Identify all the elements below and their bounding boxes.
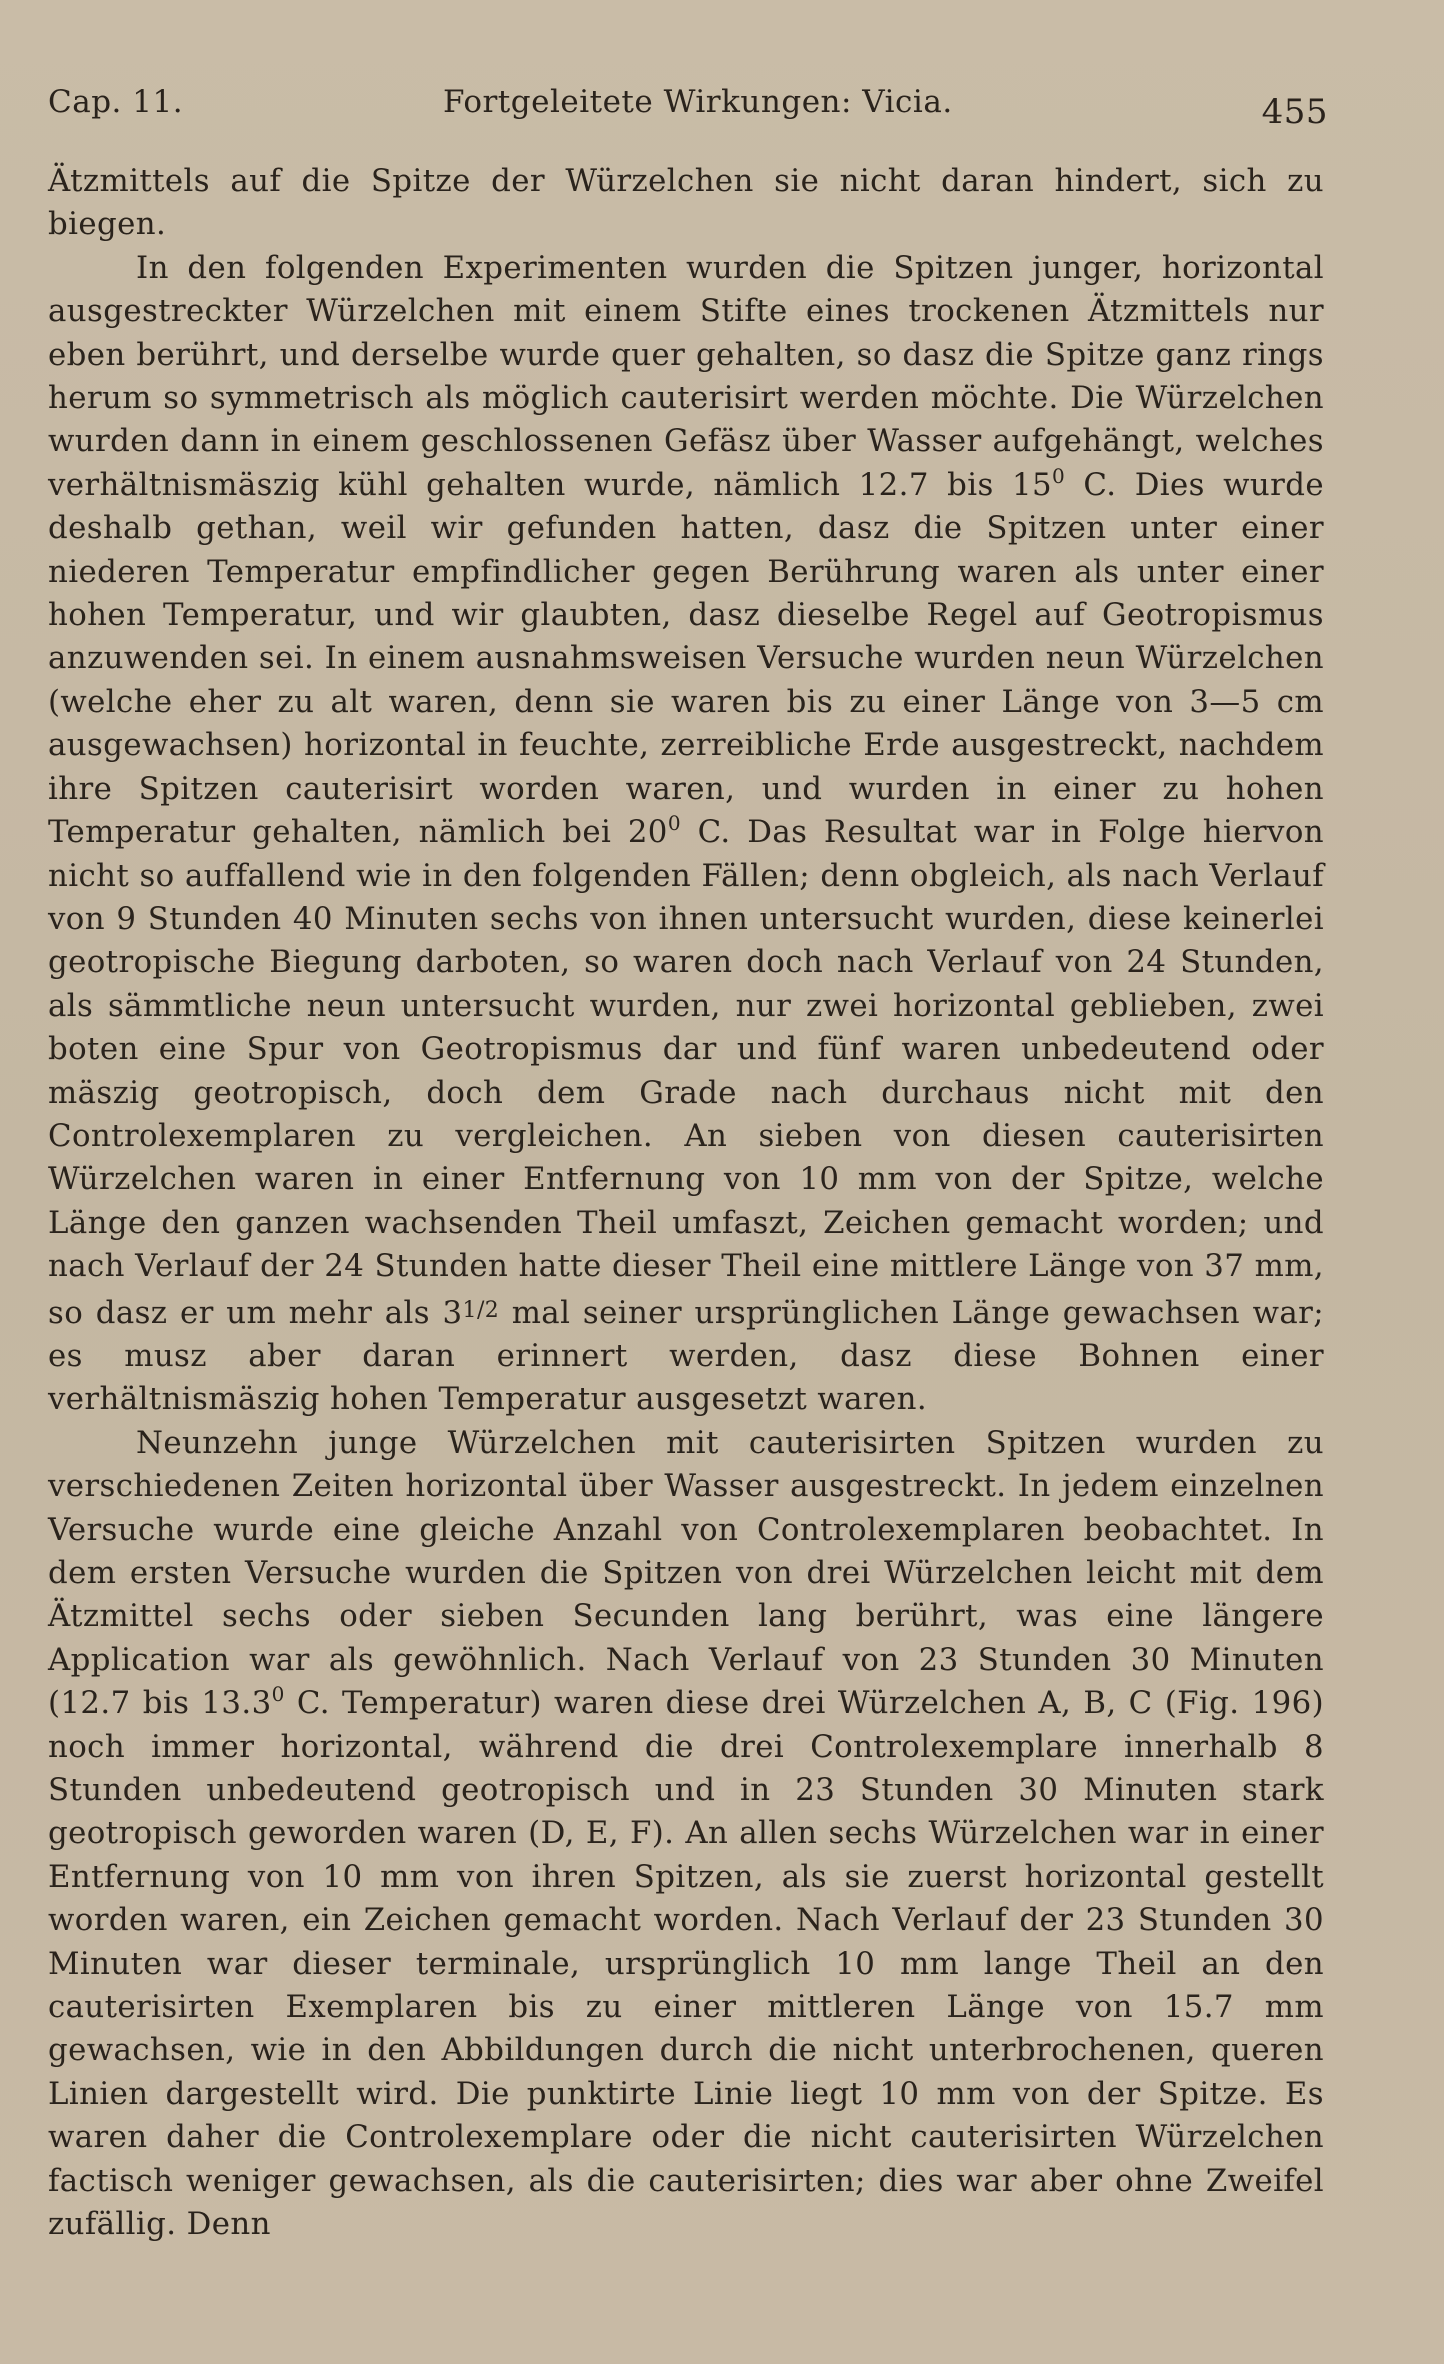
- fraction: 1/2: [462, 1297, 500, 1323]
- running-title: Fortgeleitete Wirkungen: Vicia.: [443, 84, 953, 120]
- paragraph-text: C. Temperatur) waren diese drei Würzelchen A, B, C (Fig. 196) noch immer horizontal, während die drei Controlexemplare innerhalb 8 Stunden unbedeutend geotropisch und in 23 Stunden 30 Minuten stark geotropisch geworden waren (D, E, F). An allen sechs Würzelchen war in einer Entfernung von 10 mm von ihren Spitzen, als sie zuerst horizontal gestellt worden waren, ein Zeichen gemacht worden. Nach Verlauf der 23 Stunden 30 Minuten war dieser terminale, ursprünglich 10 mm lange Theil an den cauterisirten Exemplaren bis zu einer mittleren Länge von 15.7 mm gewachsen, wie in den Abbildungen durch die nicht unterbrochenen, queren Linien dargestellt wird. Die punktirte Linie liegt 10 mm von der Spitze. Es waren daher die Controlexemplare oder die nicht cauterisirten Würzelchen factisch weniger gewachsen, als die cauterisirten; dies war aber ohne Zweifel zufällig. Denn: [48, 1685, 1324, 2243]
- paragraph-text: C. Dies wurde deshalb gethan, weil wir gefunden hatten, dasz die Spitzen unter einer niederen Temperatur empfindlicher gegen Berührung waren als unter einer hohen Temperatur, und wir glaubten, dasz dieselbe Regel auf Geotropismus anzuwenden sei. In einem ausnahmsweisen Versuche wurden neun Würzelchen (welche eher zu alt waren, denn sie waren bis zu einer Länge von 3—5 cm ausgewachsen) horizontal in feuchte, zerreibliche Erde ausgestreckt, nachdem ihre Spitzen cauterisirt worden waren, und wurden in einer zu hohen Temperatur gehalten, nämlich bei 20: [48, 466, 1325, 851]
- degree-mark: 0: [271, 1682, 285, 1707]
- paragraph-text: mal seiner ursprünglichen Länge gewachsen war; es musz aber daran erinnert werden, dasz diese Bohnen einer verhältnismäszig hohen Temperatur ausgesetzt waren.: [48, 1294, 1324, 1418]
- paragraph-text: In den folgenden Experimenten wurden die Spitzen junger, horizontal ausgestreckter Würzelchen mit einem Stifte eines trockenen Ätzmittels nur eben berührt, und derselbe wurde quer gehalten, so dasz die Spitze ganz rings herum so symmetrisch als möglich cauterisirt werden möchte. Die Würzelchen wurden dann in einem geschlossenen Gefäsz über Wasser aufgehängt, welches verhältnismäszig kühl gehalten wurde, nämlich 12.7 bis 15: [48, 249, 1324, 503]
- paragraph-text: Neunzehn junge Würzelchen mit cauterisirten Spitzen wurden zu verschiedenen Zeiten horizontal über Wasser ausgestreckt. In jedem einzelnen Versuche wurde eine gleiche Anzahl von Controlexemplaren beobachtet. In dem ersten Versuche wurden die Spitzen von drei Würzelchen leicht mit dem Ätzmittel sechs oder sieben Secunden lang berührt, was eine längere Application war als gewöhnlich. Nach Verlauf von 23 Stunden 30 Minuten (12.7 bis 13.3: [48, 1424, 1324, 1722]
- degree-mark: 0: [1051, 463, 1066, 488]
- running-head: [48, 70, 1328, 140]
- body-text: [48, 160, 1324, 2247]
- chapter-label: Cap. 11.: [48, 84, 184, 120]
- paragraph-continued: [48, 160, 1324, 247]
- page-number: 455: [1261, 92, 1328, 132]
- degree-mark: 0: [667, 811, 681, 836]
- paragraph: [48, 247, 1324, 1422]
- paragraph: [48, 1422, 1324, 2247]
- paragraph-text: C. Das Resultat war in Folge hiervon nicht so auffallend wie in den folgenden Fällen; denn obgleich, als nach Verlauf von 9 Stunden 40 Minuten sechs von ihnen untersucht wurden, diese keinerlei geotropische Biegung darboten, so waren doch nach Verlauf von 24 Stunden, als sämmtliche neun untersucht wurden, nur zwei horizontal geblieben, zwei boten eine Spur von Geotropismus dar und fünf waren unbedeutend oder mäszig geotropisch, doch dem Grade nach durchaus nicht mit den Controlexemplaren zu vergleichen. An sieben von diesen cauterisirten Würzelchen waren in einer Entfernung von 10 mm von der Spitze, welche Länge den ganzen wachsenden Theil umfaszt, Zeichen gemacht worden; und nach Verlauf der 24 Stunden hatte dieser Theil eine mittlere Länge von 37 mm, so dasz er um mehr als 3: [48, 814, 1324, 1331]
- paragraph-text: Ätzmittels auf die Spitze der Würzelchen sie nicht daran hindert, sich zu biegen.: [48, 163, 1324, 243]
